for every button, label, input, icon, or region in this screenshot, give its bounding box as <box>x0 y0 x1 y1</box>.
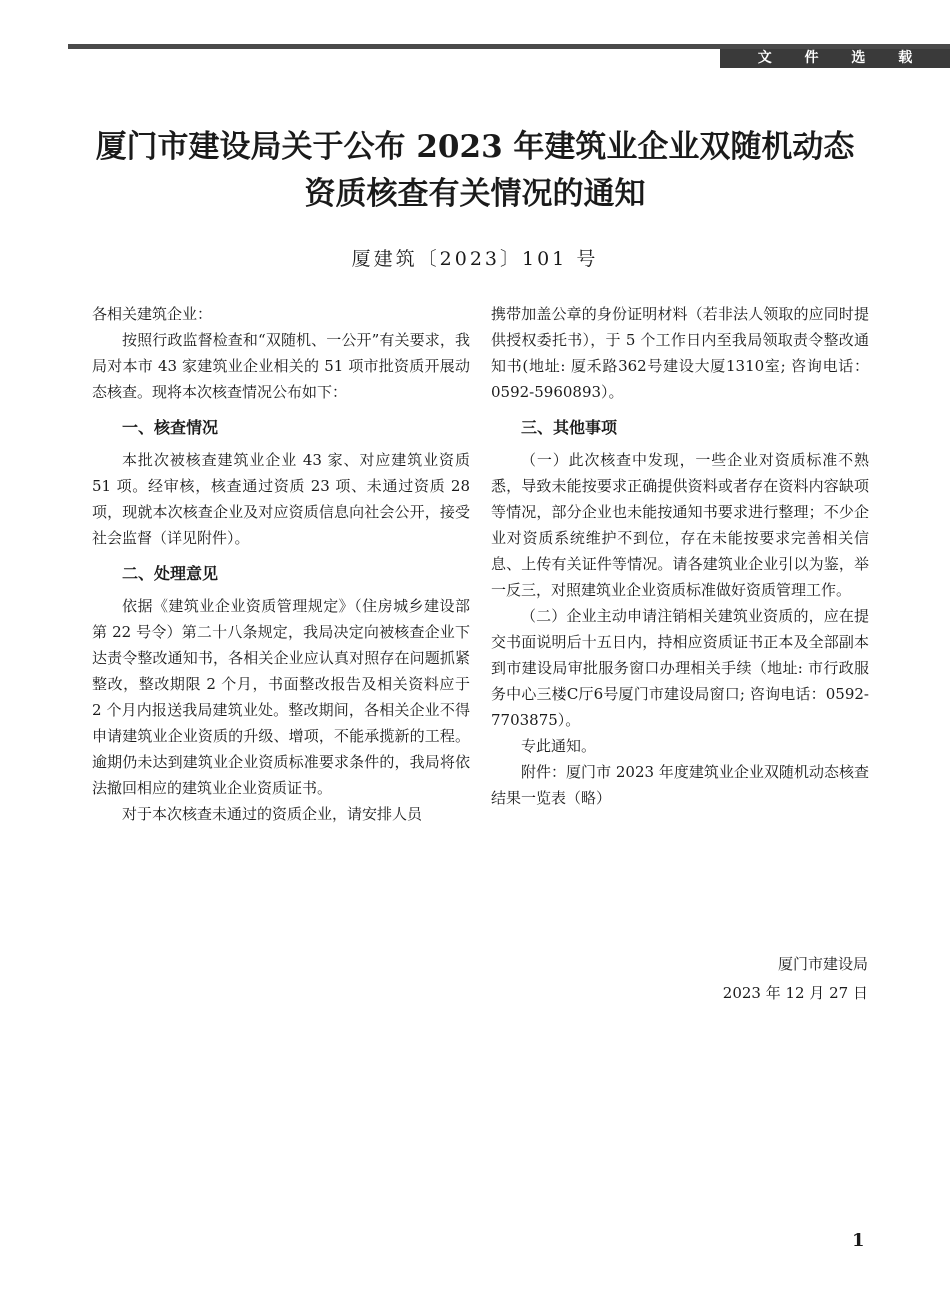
right-column <box>491 301 869 811</box>
closing-line: 专此通知。 <box>521 737 597 755</box>
section-label: 文 件 选 载 <box>720 49 950 68</box>
section3-paragraph-1: （一）此次核查中发现，一些企业对资质标准不熟悉，导致未能按要求正确提供资料或者存在资料内容缺项等情况，部分企业也未能按通知书要求进行整理；不少企业对资质系统维护不到位，存在未能按要求完善相关信息、上传有关证件等情况。请各建筑业企业引以为鉴，举一反三，对照建筑业企业资质标准做好资质管理工作。 <box>491 451 869 599</box>
signature-date: 2023 年 12 月 27 日 <box>722 984 868 1002</box>
signature-organization: 厦门市建设局 <box>777 955 868 973</box>
section2-paragraph-2-start: 对于本次核查未通过的资质企业，请安排人员 <box>122 805 423 823</box>
section2-paragraph-1: 依据《建筑业企业资质管理规定》（住房城乡建设部第 22 号令）第二十八条规定，我局决定向被核查企业下达责令整改通知书，各相关企业应认真对照存在问题抓紧整改，整改期限 2 个月，书面整改报告及相关资料应于 2 个月内报送我局建筑业处。整改期间，各相关企业不得申请建筑业企业资质的升级、增项，不能承揽新的工程。逾期仍未达到建筑业企业资质标准要求条件的，我局将依法撤回相应的建筑业企业资质证书。 <box>92 597 470 797</box>
salutation: 各相关建筑企业： <box>92 305 213 323</box>
title-line-1: 厦门市建设局关于公布 2023 年建筑业企业双随机动态 <box>95 129 855 165</box>
section-heading-1: 一、核查情况 <box>122 418 219 437</box>
intro-paragraph: 按照行政监督检查和“双随机、一公开”有关要求，我局对本市 43 家建筑业企业相关的 51 项市批资质开展动态核查。现将本次核查情况公布如下： <box>92 331 470 401</box>
document-number: 厦建筑〔2023〕101 号 <box>351 248 599 270</box>
section2-paragraph-2-continued: 携带加盖公章的身份证明材料（若非法人领取的应同时提供授权委托书），于 5 个工作日内至我局领取责令整改通知书(地址: 厦禾路362号建设大厦1310室; 咨询电话：0592-5960893）。 <box>491 305 869 401</box>
section1-paragraph: 本批次被核查建筑业企业 43 家、对应建筑业资质 51 项。经审核，核查通过资质 23 项、未通过资质 28 项，现就本次核查企业及对应资质信息向社会公开，接受社会监督（详见附件）。 <box>92 451 470 547</box>
attachment-note: 附件：厦门市 2023 年度建筑业企业双随机动态核查结果一览表（略） <box>491 763 869 807</box>
section-heading-2: 二、处理意见 <box>122 564 219 583</box>
section3-paragraph-2: （二）企业主动申请注销相关建筑业资质的，应在提交书面说明后十五日内，持相应资质证书正本及全部副本到市建设局审批服务窗口办理相关手续（地址: 市行政服务中心三楼C厅6号厦门市建设局窗口; 咨询电话：0592-7703875）。 <box>491 607 869 729</box>
left-column <box>92 301 470 827</box>
document-title <box>60 124 890 218</box>
page-number: 1 <box>852 1230 865 1251</box>
title-line-2: 资质核查有关情况的通知 <box>304 176 646 212</box>
section-heading-3: 三、其他事项 <box>521 418 618 437</box>
